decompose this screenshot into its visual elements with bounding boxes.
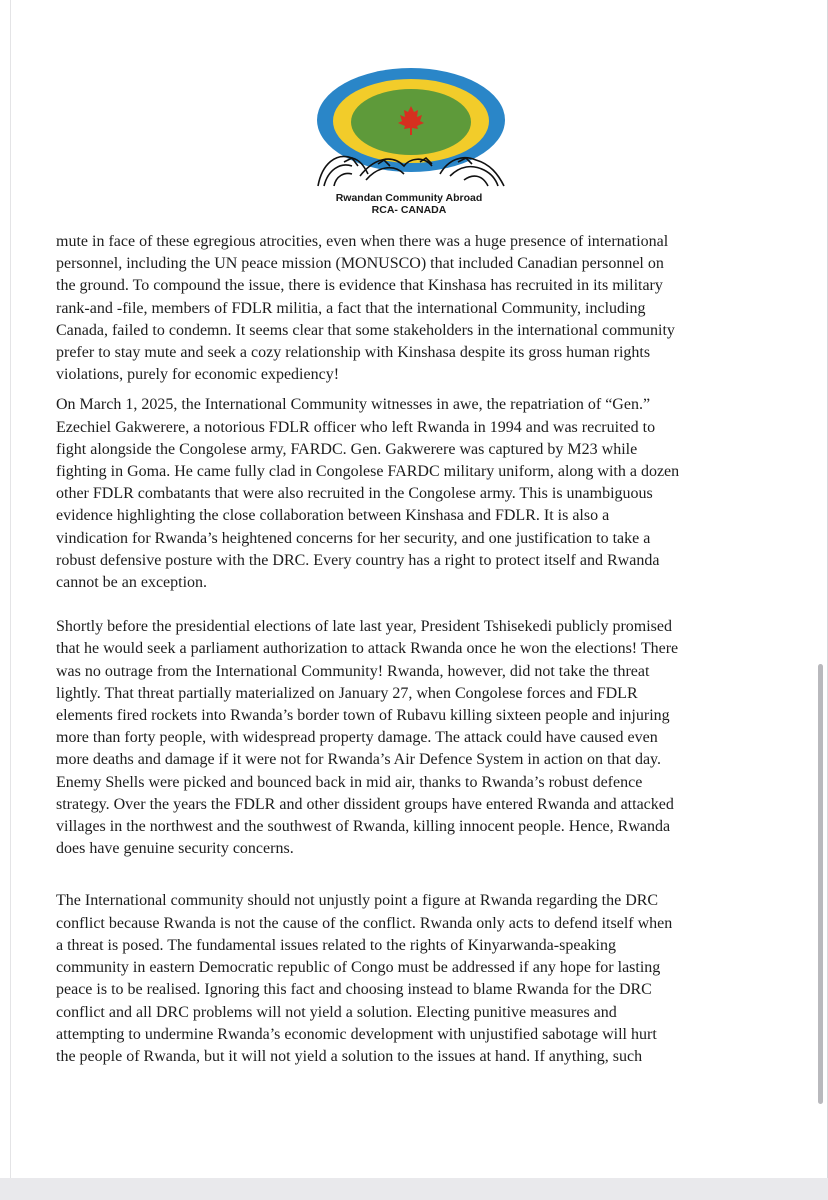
text-line: lightly. That threat partially materialized on January 27, when Congolese forces and FDLR bbox=[56, 684, 638, 702]
paragraph bbox=[56, 616, 776, 860]
text-line: conflict because Rwanda is not the cause of the conflict. Rwanda only acts to defend itself when bbox=[56, 914, 673, 932]
rca-canada-logo bbox=[300, 62, 520, 192]
text-line: Ezechiel Gakwerere, a notorious FDLR officer who left Rwanda in 1994 and was recruited to bbox=[56, 418, 656, 436]
text-line: Canada, failed to condemn. It seems clear that some stakeholders in the international community bbox=[56, 321, 675, 339]
text-line: On March 1, 2025, the International Community witnesses in awe, the repatriation of “Gen.” bbox=[56, 396, 651, 414]
text-line: the people of Rwanda, but it will not yield a solution to the issues at hand. If anything, such bbox=[56, 1047, 643, 1065]
text-line: violations, purely for economic expediency! bbox=[56, 366, 340, 384]
org-abbreviation: RCA- CANADA bbox=[371, 204, 447, 216]
text-line: was no outrage from the International Community! Rwanda, however, did not take the threat bbox=[56, 662, 650, 680]
text-line: attempting to undermine Rwanda’s economic development with unjustified sabotage will hurt bbox=[56, 1025, 657, 1043]
text-line: strategy. Over the years the FDLR and other dissident groups have entered Rwanda and attacked bbox=[56, 795, 674, 813]
text-line: the ground. To compound the issue, there is evidence that Kinshasa has recruited in its military bbox=[56, 277, 663, 295]
text-line: evidence highlighting the close collaboration between Kinshasa and FDLR. It is also a bbox=[56, 507, 610, 525]
document-body bbox=[56, 231, 776, 1068]
text-line: prefer to stay mute and seek a cozy relationship with Kinshasa despite its gross human rights bbox=[56, 344, 651, 362]
org-name: Rwandan Community Abroad bbox=[335, 192, 483, 204]
text-line: cannot be an exception. bbox=[56, 574, 208, 592]
page-margin-line bbox=[10, 0, 11, 1178]
text-line: mute in face of these egregious atrocities, even when there was a huge presence of international bbox=[56, 233, 669, 250]
text-line: fighting in Goma. He came fully clad in Congolese FARDC military uniform, along with a dozen bbox=[56, 463, 680, 481]
scrollbar-thumb[interactable] bbox=[818, 664, 823, 1104]
text-line: conflict and all DRC problems will not yield a solution. Electing punitive measures and bbox=[56, 1003, 617, 1021]
text-line: robust defensive posture with the DRC. Every country has a right to protect itself and Rwanda bbox=[56, 551, 660, 569]
org-header bbox=[300, 62, 540, 216]
text-line: The International community should not unjustly point a figure at Rwanda regarding the DRC bbox=[56, 892, 659, 910]
text-line: more than forty people, with widespread property damage. The attack could have caused even bbox=[56, 729, 658, 747]
text-line: vindication for Rwanda’s heightened concerns for her security, and one justification to take a bbox=[56, 529, 651, 547]
paragraph bbox=[56, 231, 776, 386]
text-line: elements fired rockets into Rwanda’s border town of Rubavu killing sixteen people and injuring bbox=[56, 707, 670, 725]
text-line: community in eastern Democratic republic of Congo must be addressed if any hope for lasting bbox=[56, 959, 661, 977]
text-line: villages in the northwest and the southwest of Rwanda, killing innocent people. Hence, Rwanda bbox=[56, 818, 671, 836]
text-line: more deaths and damage if it were not for Rwanda’s Air Defence System in action on that day. bbox=[56, 751, 661, 769]
text-line: that he would seek a parliament authorization to attack Rwanda once he won the elections! There bbox=[56, 640, 679, 658]
text-line: Enemy Shells were picked and bounced back in mid air, thanks to Rwanda’s robust defence bbox=[56, 773, 643, 791]
viewer-bottom-strip bbox=[0, 1178, 828, 1200]
text-line: fight alongside the Congolese army, FARDC. Gen. Gakwerere was captured by M23 while bbox=[56, 440, 638, 458]
text-line: a threat is posed. The fundamental issues related to the rights of Kinyarwanda-speaking bbox=[56, 936, 616, 954]
text-line: peace is to be realised. Ignoring this fact and choosing instead to blame Rwanda for the DRC bbox=[56, 981, 652, 999]
text-line: rank-and -file, members of FDLR militia, a fact that the international Community, including bbox=[56, 299, 646, 317]
text-line: personnel, including the UN peace mission (MONUSCO) that included Canadian personnel on bbox=[56, 255, 664, 273]
text-line: does have genuine security concerns. bbox=[56, 840, 294, 858]
text-line: Shortly before the presidential elections of late last year, President Tshisekedi publicly promised bbox=[56, 618, 673, 636]
text-line: other FDLR combatants that were also recruited in the Congolese army. This is unambiguous bbox=[56, 485, 653, 503]
paragraph bbox=[56, 394, 776, 594]
paragraph bbox=[56, 890, 776, 1068]
